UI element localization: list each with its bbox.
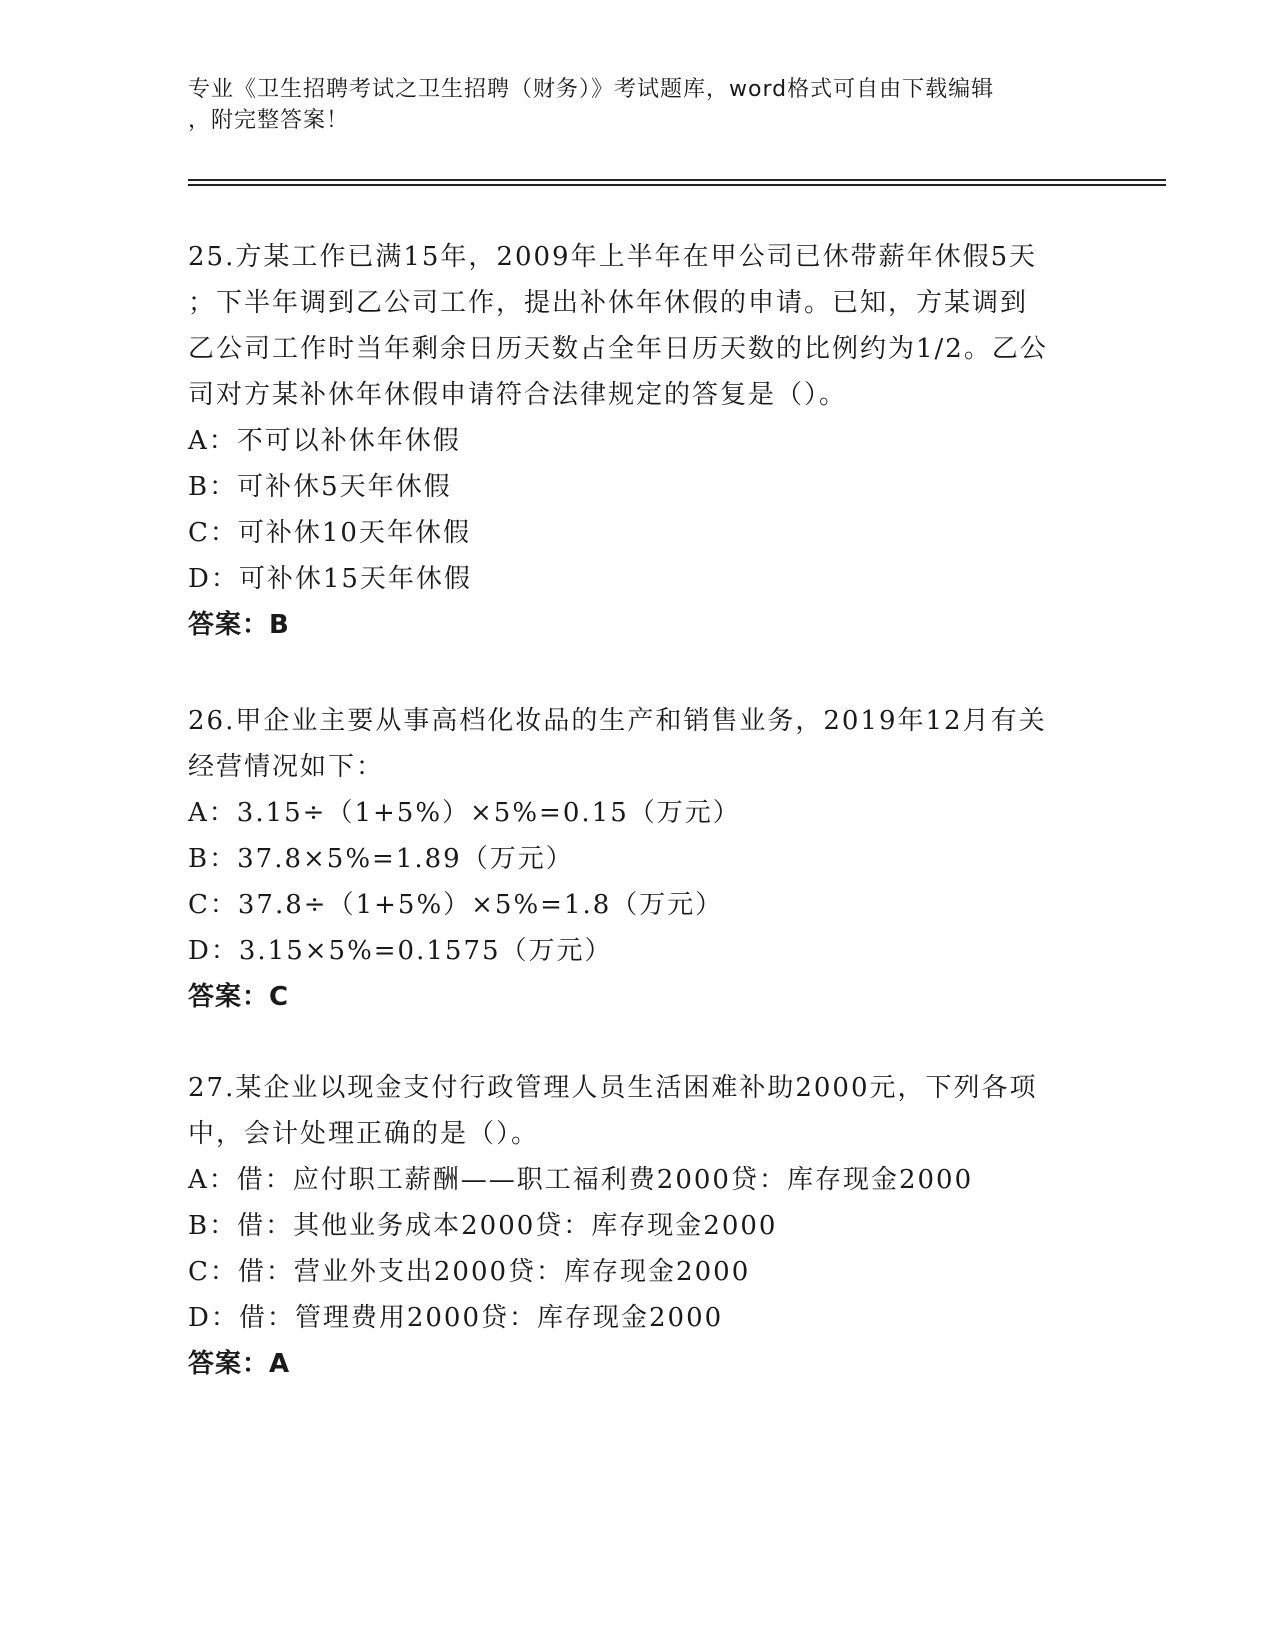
question-26 xyxy=(188,698,1088,1020)
answer-key: 答案：B xyxy=(188,610,290,640)
option-a: A：不可以补休年休假 xyxy=(188,426,461,456)
answer-key: 答案：C xyxy=(188,982,290,1012)
option-d: D：可补休15天年休假 xyxy=(188,564,472,594)
question-25 xyxy=(188,234,1088,648)
option-c: C：借：营业外支出2000贷：库存现金2000 xyxy=(188,1257,751,1287)
option-b: B：可补休5天年休假 xyxy=(188,472,452,502)
option-b: B：37.8×5%=1.89（万元） xyxy=(188,844,574,874)
question-stem-line: 中，会计处理正确的是（）。 xyxy=(188,1119,540,1149)
header-title-line-1: 专业《卫生招聘考试之卫生招聘（财务）》考试题库，word格式可自由下载编辑 xyxy=(188,77,995,102)
question-27 xyxy=(188,1065,1088,1387)
question-stem-line: 27.某企业以现金支付行政管理人员生活困难补助2000元，下列各项 xyxy=(188,1073,1038,1103)
question-stem-line: 乙公司工作时当年剩余日历天数占全年日历天数的比例约为1/2。乙公 xyxy=(188,334,1048,364)
question-stem-line: 经营情况如下： xyxy=(188,752,385,782)
document-header xyxy=(188,74,1088,136)
header-divider-bottom xyxy=(188,184,1166,186)
question-stem-line: 25.方某工作已满15年，2009年上半年在甲公司已休带薪年休假5天 xyxy=(188,242,1038,272)
option-d: D：借：管理费用2000贷：库存现金2000 xyxy=(188,1303,724,1333)
header-title-line-2: ，附完整答案！ xyxy=(188,108,350,133)
option-d: D：3.15×5%=0.1575（万元） xyxy=(188,936,613,966)
question-stem-line: 司对方某补休年休假申请符合法律规定的答复是（）。 xyxy=(188,380,848,410)
option-a: A：借：应付职工薪酬——职工福利费2000贷：库存现金2000 xyxy=(188,1165,974,1195)
question-stem-line: ；下半年调到乙公司工作，提出补休年休假的申请。已知，方某调到 xyxy=(188,288,1029,318)
option-c: C：37.8÷（1+5%）×5%=1.8（万元） xyxy=(188,890,724,920)
option-b: B：借：其他业务成本2000贷：库存现金2000 xyxy=(188,1211,778,1241)
option-c: C：可补休10天年休假 xyxy=(188,518,471,548)
answer-key: 答案：A xyxy=(188,1349,291,1379)
option-a: A：3.15÷（1+5%）×5%=0.15（万元） xyxy=(188,798,741,828)
header-divider-top xyxy=(188,179,1166,181)
question-stem-line: 26.甲企业主要从事高档化妆品的生产和销售业务，2019年12月有关 xyxy=(188,706,1047,736)
